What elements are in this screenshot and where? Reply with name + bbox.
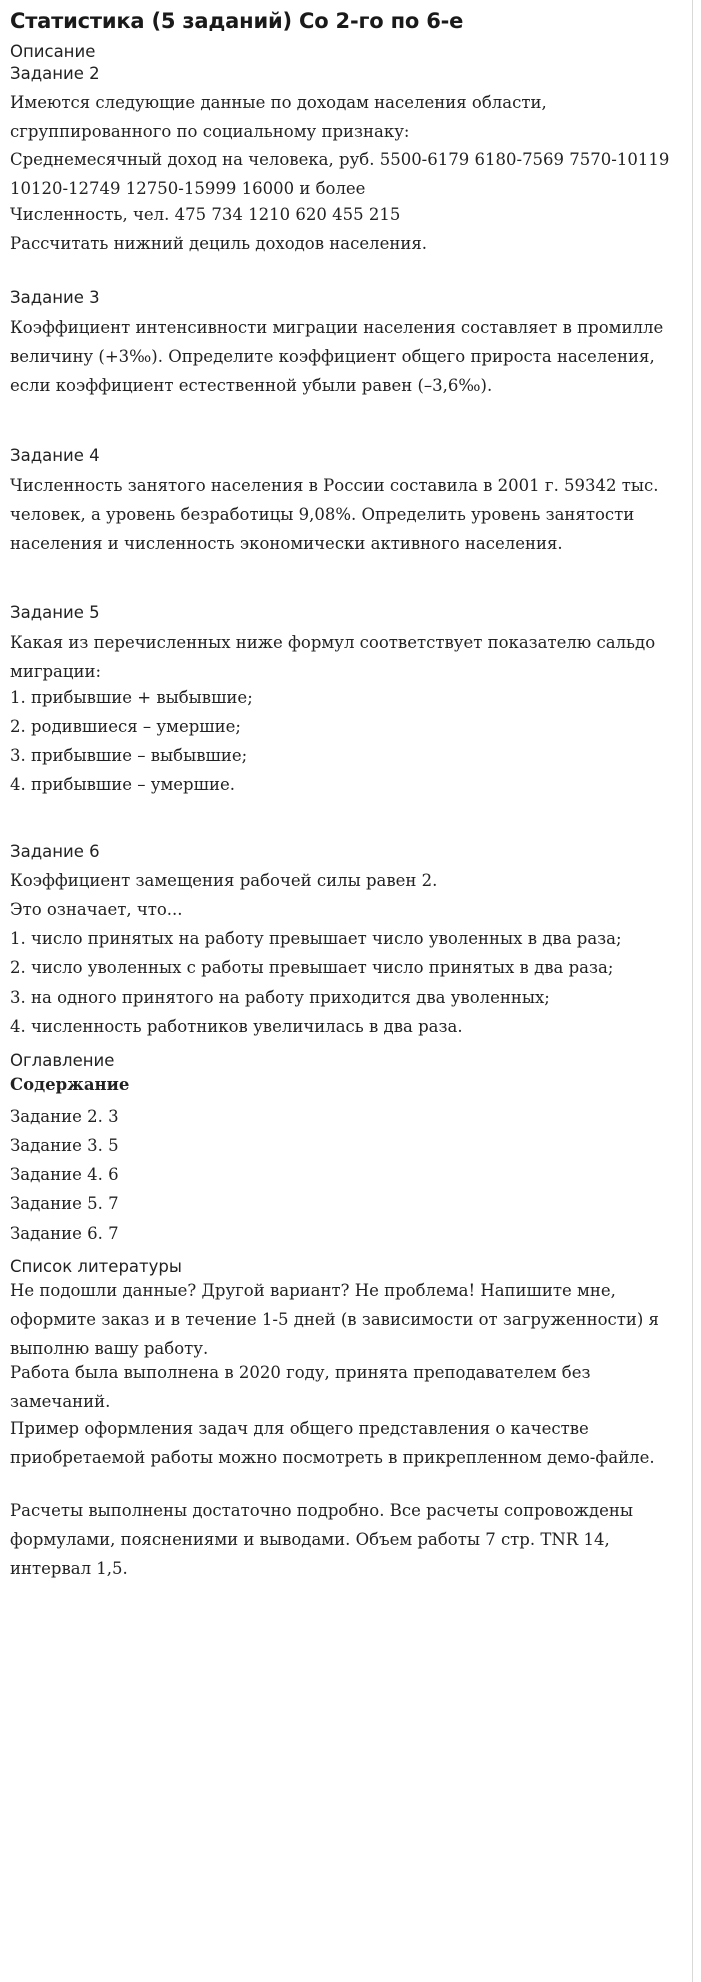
task5-option-2: 2. родившиеся – умершие; <box>10 717 241 736</box>
task5-heading: Задание 5 <box>10 603 100 622</box>
task6-text-2: Это означает, что... <box>10 900 183 919</box>
literature-paragraph-3: Пример оформления задач для общего представления о качестве приобретаемой работы можно посмотреть в прикрепленном демо-файле. <box>10 1419 655 1467</box>
task2-text-2: Среднемесячный доход на человека, руб. 5500-6179 6180-7569 7570-10119 10120-12749 12750-15999 16000 и более <box>10 150 670 198</box>
toc-item: Задание 6. 7 <box>10 1224 119 1243</box>
task6-option-2: 2. число уволенных с работы превышает число принятых в два раза; <box>10 958 614 977</box>
task6-heading: Задание 6 <box>10 842 100 861</box>
literature-paragraph-2: Работа была выполнена в 2020 году, принята преподавателем без замечаний. <box>10 1363 591 1411</box>
task5-option-3: 3. прибывшие – выбывшие; <box>10 746 248 765</box>
task2-text-1: Имеются следующие данные по доходам населения области, сгруппированного по социальному признаку: <box>10 93 547 141</box>
task3-heading: Задание 3 <box>10 288 100 307</box>
task5-option-1: 1. прибывшие + выбывшие; <box>10 688 253 707</box>
task6-option-4: 4. численность работников увеличилась в два раза. <box>10 1017 463 1036</box>
task5-text-1: Какая из перечисленных ниже формул соответствует показателю сальдо миграции: <box>10 633 656 681</box>
description-label: Описание <box>10 42 96 61</box>
task2-text-4: Рассчитать нижний дециль доходов населения. <box>10 234 427 253</box>
toc-label: Оглавление <box>10 1051 115 1070</box>
task4-text-1: Численность занятого населения в России составила в 2001 г. 59342 тыс. человек, а уровень безработицы 9,08%. Определить уровень занятости населения и численность экономически активного населения. <box>10 476 659 553</box>
task5-option-4: 4. прибывшие – умершие. <box>10 775 235 794</box>
document-page <box>8 0 693 1982</box>
task6-text-1: Коэффициент замещения рабочей силы равен 2. <box>10 871 438 890</box>
toc-item: Задание 4. 6 <box>10 1165 119 1184</box>
toc-item: Задание 5. 7 <box>10 1194 119 1213</box>
task2-heading: Задание 2 <box>10 64 100 83</box>
task6-option-3: 3. на одного принятого на работу приходится два уволенных; <box>10 988 550 1007</box>
literature-label: Список литературы <box>10 1257 182 1276</box>
task3-text-1: Коэффициент интенсивности миграции населения составляет в промилле величину (+3‰). Определите коэффициент общего прироста населения, если коэффициент естественной убыли равен (–3,6‰). <box>10 318 664 395</box>
toc-item: Задание 3. 5 <box>10 1136 119 1155</box>
task4-heading: Задание 4 <box>10 446 100 465</box>
literature-paragraph-4: Расчеты выполнены достаточно подробно. Все расчеты сопровождены формулами, пояснениями и выводами. Объем работы 7 стр. TNR 14, интервал 1,5. <box>10 1501 634 1578</box>
toc-heading: Содержание <box>10 1075 130 1094</box>
toc-item: Задание 2. 3 <box>10 1107 119 1126</box>
page-title: Статистика (5 заданий) Со 2-го по 6-е <box>10 9 464 33</box>
task2-text-3: Численность, чел. 475 734 1210 620 455 215 <box>10 205 401 224</box>
task6-option-1: 1. число принятых на работу превышает число уволенных в два раза; <box>10 929 622 948</box>
literature-paragraph-1: Не подошли данные? Другой вариант? Не проблема! Напишите мне, оформите заказ и в течение 1-5 дней (в зависимости от загруженности) я выполню вашу работу. <box>10 1281 659 1358</box>
